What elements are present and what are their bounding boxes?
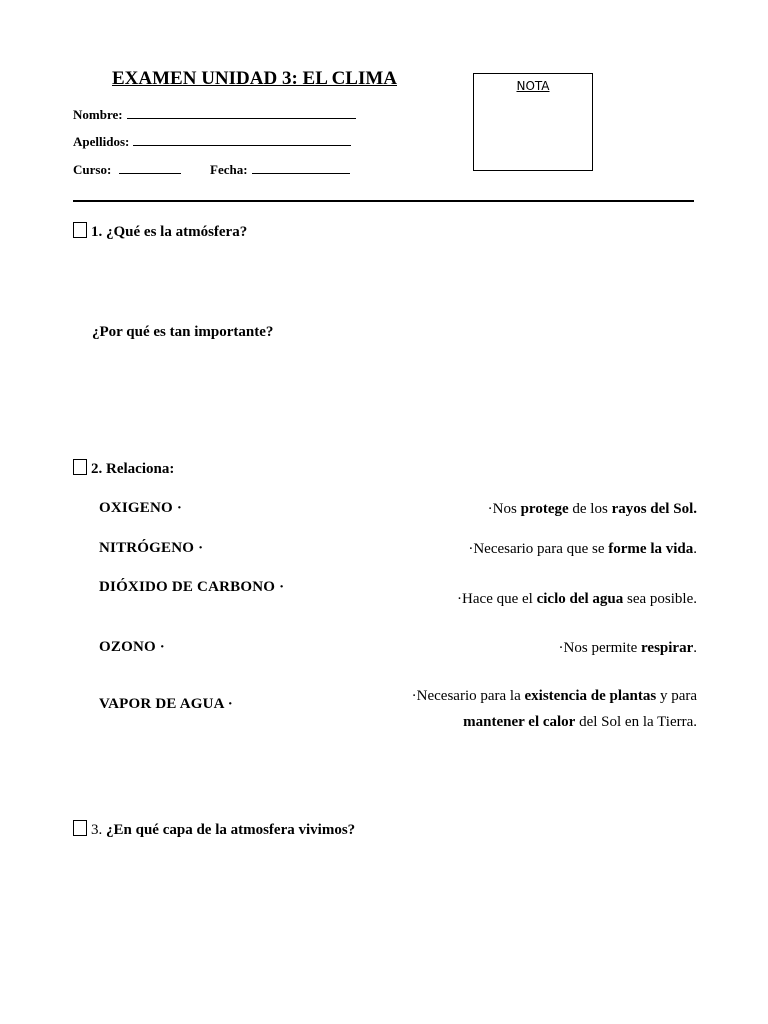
nombre-field xyxy=(73,106,356,123)
match-right-text: ·Nos xyxy=(487,501,521,517)
fecha-blank-line[interactable] xyxy=(252,161,350,174)
fecha-label: Fecha: xyxy=(210,162,248,177)
question-1 xyxy=(73,222,247,241)
curso-label: Curso: xyxy=(73,162,112,177)
match-right-text: ·Necesario para que se xyxy=(468,541,609,557)
match-left-ozono[interactable]: OZONO · xyxy=(99,639,165,655)
match-right-bold: respirar xyxy=(641,640,694,656)
question-2-number: 2. xyxy=(91,461,103,477)
question-2-text: Relaciona: xyxy=(106,461,175,477)
apellidos-blank-line[interactable] xyxy=(133,133,351,146)
match-right-text: ·Hace que el xyxy=(457,591,537,607)
match-right-text: de los xyxy=(568,501,612,517)
apellidos-label: Apellidos: xyxy=(73,134,130,149)
exam-title: EXAMEN UNIDAD 3: EL CLIMA xyxy=(112,68,398,89)
nombre-label: Nombre: xyxy=(73,107,123,122)
match-right-ciclo-agua[interactable] xyxy=(457,591,697,608)
apellidos-field xyxy=(73,133,351,150)
match-right-text: del Sol en la Tierra. xyxy=(575,714,697,730)
match-left-vapor-de-agua[interactable]: VAPOR DE AGUA · xyxy=(99,696,233,712)
match-right-text: . xyxy=(693,640,697,656)
match-right-plantas-calor[interactable] xyxy=(412,683,697,735)
match-left-dioxido-de-carbono[interactable]: DIÓXIDO DE CARBONO · xyxy=(99,579,285,595)
nombre-blank-line[interactable] xyxy=(127,106,356,119)
match-right-text: sea posible. xyxy=(623,591,697,607)
question-2 xyxy=(73,459,174,478)
curso-field xyxy=(73,161,181,178)
checkbox-icon xyxy=(73,459,87,475)
match-right-bold: existencia de plantas xyxy=(524,688,657,704)
match-right-line-2 xyxy=(412,709,697,735)
match-right-bold: mantener el calor xyxy=(463,714,576,730)
fecha-field xyxy=(210,161,350,178)
curso-blank-line[interactable] xyxy=(119,161,181,174)
match-left-oxigeno[interactable]: OXIGENO · xyxy=(99,500,183,516)
question-3 xyxy=(73,820,355,839)
question-1-number: 1. xyxy=(91,224,103,240)
nota-box[interactable] xyxy=(473,73,593,171)
header-divider xyxy=(73,200,694,202)
match-right-bold: protege xyxy=(520,501,569,517)
question-3-number: 3. xyxy=(91,822,103,838)
nota-label: NOTA xyxy=(516,79,550,93)
checkbox-icon xyxy=(73,820,87,836)
match-right-respirar[interactable] xyxy=(559,640,697,657)
question-1-subquestion: ¿Por qué es tan importante? xyxy=(92,324,274,340)
match-right-text: . xyxy=(693,541,697,557)
match-right-bold: ciclo del agua xyxy=(536,591,624,607)
match-right-text: ·Nos permite xyxy=(558,640,642,656)
match-right-proteccion[interactable] xyxy=(488,501,697,518)
match-right-text: ·Necesario para la xyxy=(411,688,525,704)
match-right-bold: forme la vida xyxy=(608,541,694,557)
question-3-text: ¿En qué capa de la atmosfera vivimos? xyxy=(106,822,356,838)
match-right-bold: rayos del Sol. xyxy=(611,501,697,517)
match-right-line-1 xyxy=(412,683,697,709)
checkbox-icon xyxy=(73,222,87,238)
match-right-vida[interactable] xyxy=(468,541,697,558)
match-left-nitrogeno[interactable]: NITRÓGENO · xyxy=(99,540,204,556)
match-right-text: y para xyxy=(656,688,697,704)
question-1-text: ¿Qué es la atmósfera? xyxy=(106,224,248,240)
